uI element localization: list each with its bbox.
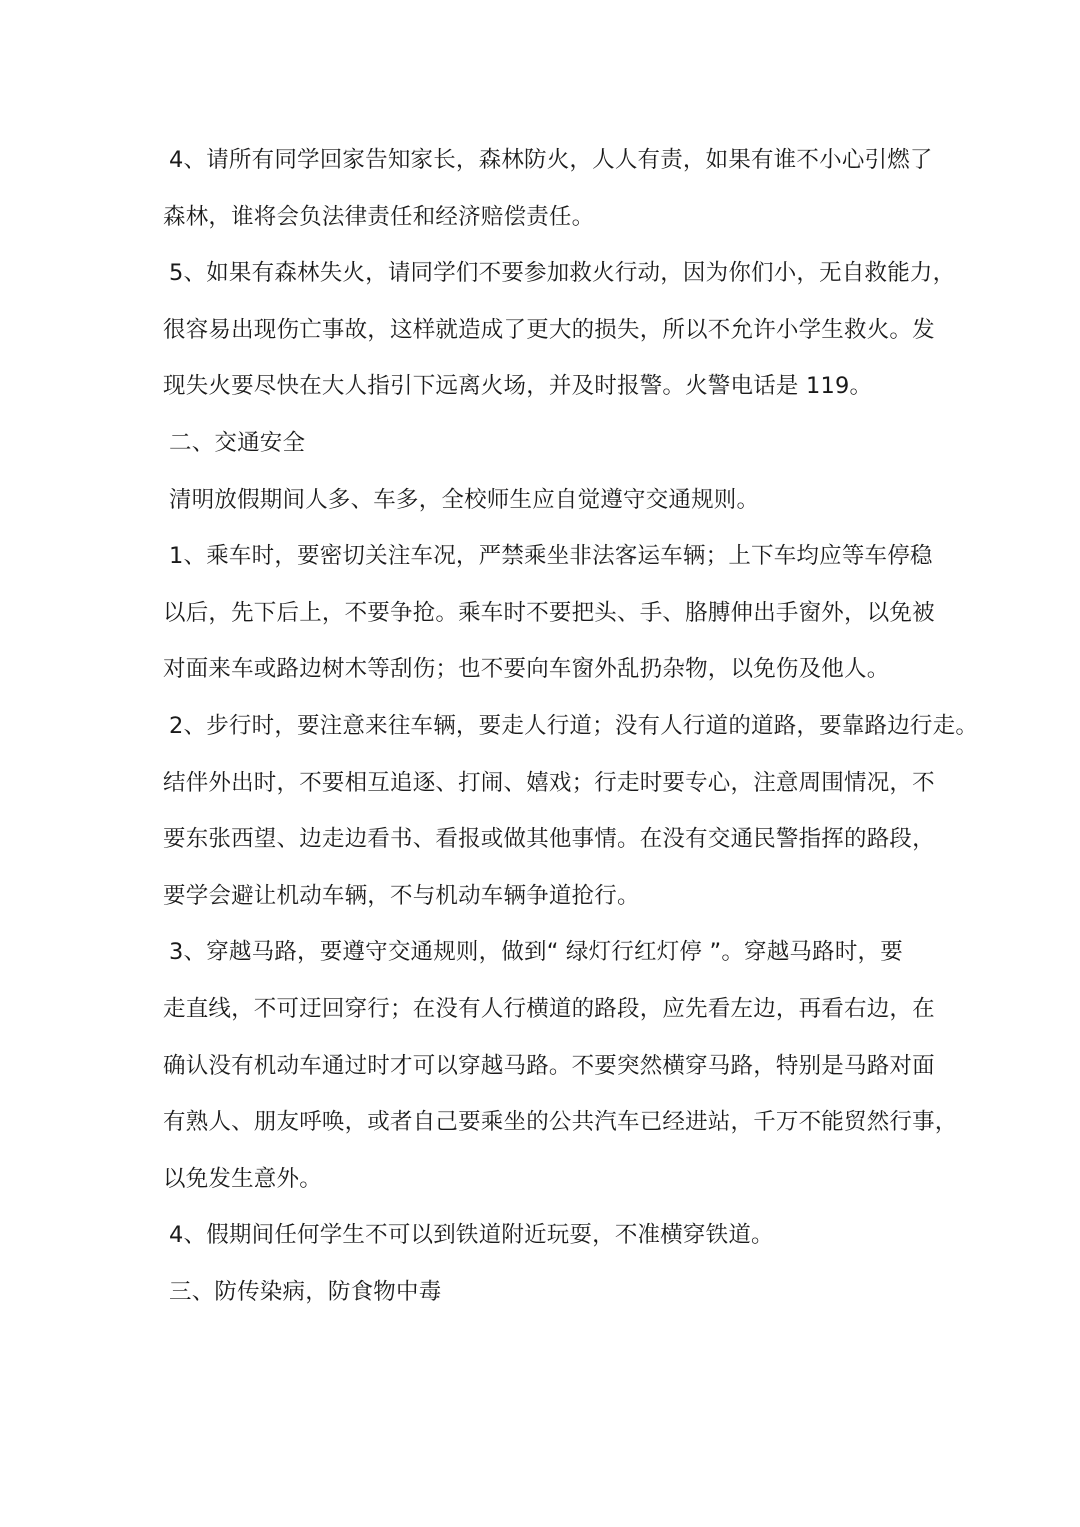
paragraph-line: 5、如果有森林失火，请同学们不要参加救火行动，因为你们小，无自救能力， [169, 260, 956, 287]
document-body [163, 132, 979, 1320]
section-heading: 二、交通安全 [169, 429, 306, 456]
paragraph-line: 现失火要尽快在大人指引下远离火场，并及时报警。火警电话是 119。 [163, 373, 873, 400]
paragraph-line: 要学会避让机动车辆，不与机动车辆争道抢行。 [163, 882, 640, 909]
paragraph-line: 清明放假期间人多、车多，全校师生应自觉遵守交通规则。 [169, 486, 760, 513]
paragraph-line: 有熟人、朋友呼唤，或者自己要乘坐的公共汽车已经进站，千万不能贸然行事， [163, 1109, 958, 1136]
paragraph-line: 3、穿越马路，要遵守交通规则，做到“ 绿灯行红灯停 ”。穿越马路时，要 [169, 939, 903, 966]
paragraph-line: 很容易出现伤亡事故，这样就造成了更大的损失，所以不允许小学生救火。发 [163, 316, 935, 343]
paragraph-line: 以免发生意外。 [163, 1165, 322, 1192]
paragraph-line: 要东张西望、边走边看书、看报或做其他事情。在没有交通民警指挥的路段， [163, 826, 935, 853]
paragraph-line: 走直线，不可迂回穿行；在没有人行横道的路段，应先看左边，再看右边，在 [163, 995, 935, 1022]
paragraph-line: 森林，谁将会负法律责任和经济赔偿责任。 [163, 203, 595, 230]
paragraph-line: 以后，先下后上，不要争抢。乘车时不要把头、手、胳膊伸出手窗外，以免被 [163, 599, 935, 626]
paragraph-line: 2、步行时，要注意来往车辆，要走人行道；没有人行道的道路，要靠路边行走。 [169, 712, 979, 739]
paragraph-line: 对面来车或路边树木等刮伤；也不要向车窗外乱扔杂物，以免伤及他人。 [163, 656, 890, 683]
paragraph-line: 4、假期间任何学生不可以到铁道附近玩耍，不准横穿铁道。 [169, 1222, 774, 1249]
paragraph-line: 1、乘车时，要密切关注车况，严禁乘坐非法客运车辆；上下车均应等车停稳 [169, 543, 933, 570]
section-heading: 三、防传染病，防食物中毒 [169, 1278, 442, 1305]
paragraph-line: 结伴外出时，不要相互追逐、打闹、嬉戏；行走时要专心，注意周围情况，不 [163, 769, 935, 796]
paragraph-line: 确认没有机动车通过时才可以穿越马路。不要突然横穿马路，特别是马路对面 [163, 1052, 935, 1079]
paragraph-line: 4、请所有同学回家告知家长，森林防火，人人有责，如果有谁不小心引燃了 [169, 147, 933, 173]
